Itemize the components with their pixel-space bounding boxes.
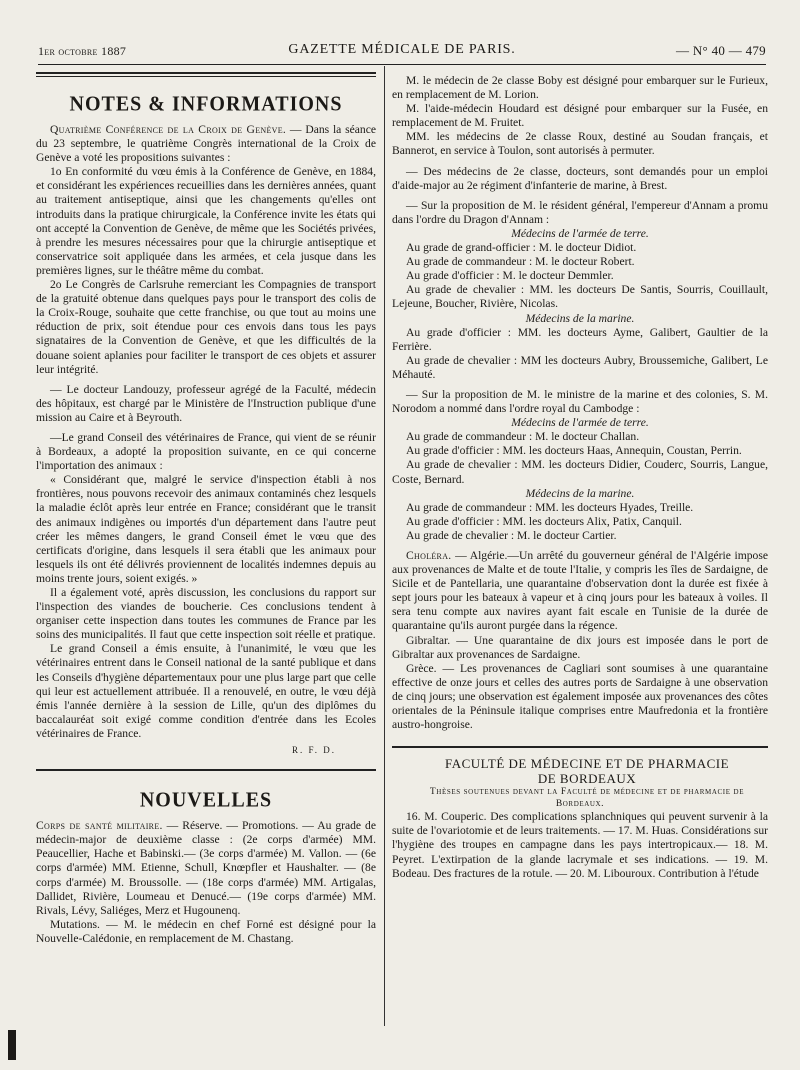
notes-lead: Quatrième Conférence de la Croix de Genève. xyxy=(50,123,287,136)
news-paragraph: — Sur la proposition de M. le résident général, l'empereur d'Annam a promu dans l'ordre du Dragon d'Annam : xyxy=(392,198,768,226)
notes-title: NOTES & INFORMATIONS xyxy=(69,92,343,116)
cholera-lead: Choléra. xyxy=(406,549,452,562)
faculte-section xyxy=(392,746,768,880)
honor-line: Au grade d'officier : MM. les docteurs Alix, Patix, Canquil. xyxy=(406,514,682,528)
notes-paragraph: 1o En conformité du vœu émis à la Conférence de Genève, en 1884, et considérant les expériences recueillies dans les dernières années, quant au traitement antiseptique, ainsi que les changements qu'elles ont introduits dans la pratique chirurgicale, la Conférence invite les états qui ont accepté la Convention de Genève, de même que les Sociétés privées, à prendre les mesures nécessaires pour que la chirurgie antiseptique et conservatrice soit appliquée dans les armées, et cela jusque dans les premières lignes, sur le théâtre même du combat. xyxy=(36,165,376,277)
subheading: Médecins de l'armée de terre. xyxy=(511,416,649,430)
nouvelles-text: — Réserve. — Promotions. — Au grade de médecin-major de deuxième classe : (2e corps d'armée) MM. Peaucellier, Hache et Babinski.— (3e corps d'armée) M. Vallon. — (6e corps d'armée) MM. Etienne, Schull, Knœpfler et Haushalter. — (8e corps d'armée) M. Broussolle. — (18e corps d'armée) MM. Artigalas, Dallidet, Rivière, Loumeau et Denucé.— (19e corps d'armée) MM. Rivals, Lévy, Saliéges, Merz et Hugounenq. xyxy=(36,819,376,917)
subheading: Médecins de la marine. xyxy=(525,486,635,500)
notes-paragraph: —Le grand Conseil des vétérinaires de France, qui vient de se réunir à Bordeaux, a adopté la proposition suivante, en ce qui concerne l'importation des animaux : xyxy=(36,430,376,473)
notes-text: — Dans la séance du 23 septembre, le quatrième Congrès international de la Croix de Genève a voté les propositions suivantes : xyxy=(36,123,376,165)
cholera-text: — Algérie.—Un arrêté du gouverneur général de l'Algérie impose aux provenances de Malte et de toute l'Italie, y compris les îles de Sardaigne, de Sicile et de Pantellaria, une quarantaine d'observation dont la durée est fixée à sept jours pour les bateaux à vapeur et à cinq jours pour les bateaux à voiles. Il sera tenu compte aux navires ayant fait escale en Tunisie de la durée de quarantaine qu'ils auront purgée dans la régence. xyxy=(392,549,768,633)
honor-line: Au grade de chevalier : MM. les docteurs De Santis, Sourris, Couillault, Lejeune, Boucher, Rivière, Nicolas. xyxy=(392,283,768,311)
notes-paragraph: — Le docteur Landouzy, professeur agrégé de la Faculté, médecin des hôpitaux, est chargé par le Ministère de l'Instruction publique d'une mission au Caire et à Beyrouth. xyxy=(36,382,376,424)
news-paragraph: M. le médecin de 2e classe Boby est désigné pour embarquer sur le Furieux, en remplacement de M. Lorion. xyxy=(392,74,768,102)
faculte-title: FACULTÉ DE MÉDECINE ET DE PHARMACIE xyxy=(444,756,730,772)
honor-line: Au grade d'officier : MM. les docteurs Ayme, Galibert, Gaultier de la Ferrière. xyxy=(392,325,768,353)
notes-paragraph: Il a également voté, après discussion, les conclusions du rapport sur l'inspection des viandes de boucherie. Ces conclusions tendent à organiser cette inspection dans toutes les communes de France par les soins des municipalités. Il faut que cette inspection soit réelle et pratique. xyxy=(36,586,376,642)
news-paragraph: M. l'aide-médecin Houdard est désigné pour embarquer sur la Fusée, en remplacement de M. Fruitet. xyxy=(392,102,768,130)
honor-line: Au grade de chevalier : MM. les docteurs Didier, Couderc, Sourris, Langue, Coste, Bernard. xyxy=(392,458,768,486)
honor-line: Au grade d'officier : M. le docteur Demmler. xyxy=(406,269,614,283)
nouvelles-section xyxy=(36,769,376,946)
right-column xyxy=(392,74,768,881)
notes-paragraph: « Considérant que, malgré le service d'inspection établi à nos frontières, nous pouvons recevoir des animaux contaminés chez lesquels la maladie éclôt après leur entrée en France; considérant que le transit des animaux indigènes ou importés d'un département dans l'autre peut créer les mêmes dangers, le grand Conseil émet le vœu que des certificats d'origine, dans lesquels il sera établi que les animaux pour lesquels ils ont été délivrés proviennent de localités indemnes depuis au moins trente jours, soient exigés. » xyxy=(36,473,376,585)
honor-line: Au grade de grand-officier : M. le docteur Didiot. xyxy=(406,241,637,255)
news-paragraph: MM. les médecins de 2e classe Roux, destiné au Soudan français, et Bannerot, en service à Toulon, sont autorisés à permuter. xyxy=(392,130,768,158)
news-paragraph: Gibraltar. — Une quarantaine de dix jours est imposée dans le port de Gibraltar aux provenances de Sardaigne. xyxy=(392,633,768,661)
faculte-title-city: DE BORDEAUX xyxy=(537,771,637,787)
issue-and-page-number: — N° 40 — 479 xyxy=(676,43,766,58)
left-column xyxy=(36,72,376,946)
news-paragraph: — Sur la proposition de M. le ministre de la marine et des colonies, S. M. Norodom a nommé dans l'ordre royal du Cambodge : xyxy=(392,387,768,416)
notes-top-rule xyxy=(36,72,376,77)
running-header xyxy=(38,42,766,62)
nouvelles-title: NOUVELLES xyxy=(139,788,273,812)
nouvelles-paragraph: Mutations. — M. le médecin en chef Forné est désigné pour la Nouvelle-Calédonie, en remplacement de M. Chastang. xyxy=(36,917,376,945)
news-paragraph: — Des médecins de 2e classe, docteurs, sont demandés pour un emploi d'aide-major au 2e régiment d'infanterie de marine, à Brest. xyxy=(392,164,768,192)
issue-date: 1er octobre 1887 xyxy=(38,44,127,58)
header-rule xyxy=(38,64,766,65)
column-divider xyxy=(384,66,385,1026)
subheading: Médecins de la marine. xyxy=(525,311,635,325)
notes-signature: R. F. D. xyxy=(291,745,336,756)
notes-paragraph xyxy=(36,123,376,165)
honor-line: Au grade de commandeur : M. le docteur Robert. xyxy=(406,255,635,269)
nouvelles-paragraph xyxy=(36,819,376,918)
binding-mark xyxy=(8,1030,16,1060)
cholera-paragraph xyxy=(392,549,768,634)
honor-line: Au grade de commandeur : M. le docteur Challan. xyxy=(406,430,640,444)
honor-line: Au grade d'officier : MM. les docteurs Haas, Annequin, Coustan, Perrin. xyxy=(406,444,742,458)
journal-title: GAZETTE MÉDICALE DE PARIS. xyxy=(288,42,516,57)
honor-line: Au grade de chevalier : M. le docteur Cartier. xyxy=(406,528,617,542)
news-paragraph: Grèce. — Les provenances de Cagliari sont soumises à une quarantaine effective de onze jours et celles des autres ports de Sardaigne à une observation de cinq jours; une observation est également imposée aux provenances des côtes orientales de la Péninsule italique comprises entre Maufredonia et la frontière austro-hongroise. xyxy=(392,661,768,732)
nouvelles-lead: Corps de santé militaire. xyxy=(36,819,163,833)
faculte-subtitle: Thèses soutenues devant la Faculté de médecine et de pharmacie de Bordeaux. xyxy=(429,787,745,810)
honor-line: Au grade de commandeur : MM. les docteurs Hyades, Treille. xyxy=(406,500,694,514)
subheading: Médecins de l'armée de terre. xyxy=(511,226,649,240)
notes-paragraph: Le grand Conseil a émis ensuite, à l'unanimité, le vœu que les vétérinaires entrent dans le Conseil national de la santé publique et dans les Conseils d'hygiène départementaux pour une plus large part que celle qui leur est actuellement attribuée. Il a renouvelé, en outre, le vœu déjà émis l'année dernière à la session de Lille, qu'un des diplômes du baccalauréat soit exigé comme condition d'entrée dans les Ecoles vétérinaires de France. xyxy=(36,642,376,740)
honor-line: Au grade de chevalier : MM les docteurs Aubry, Broussemiche, Galibert, Le Méhauté. xyxy=(392,353,768,381)
theses-list: 16. M. Couperic. Des complications splanchniques qui peuvent survenir à la suite de l'ovariotomie et de leurs traitements. — 17. M. Huas. Considérations sur l'hygiène des troupes en campagne dans les pays intertropicaux.— 18. M. Peyret. L'extirpation de la glande lacrymale et ses indications. — 19. M. Bodeau. Des fractures de la rotule. — 20. M. Libouroux. Contribution à l'étude xyxy=(392,810,768,880)
notes-paragraph: 2o Le Congrès de Carlsruhe remerciant les Compagnies de transport de la gratuité obtenue dans quelques pays pour le transport des colis de la Croix-Rouge, souhaite que cette franchise, ou que tout au moins une réduction de prix, soit étendue pour ces envois dans tous les pays signataires de la Convention de Genève, et que les difficultés de la douane soient aplanies pour faciliter le transport de ces objets et assurer leur intégrité. xyxy=(36,278,376,376)
